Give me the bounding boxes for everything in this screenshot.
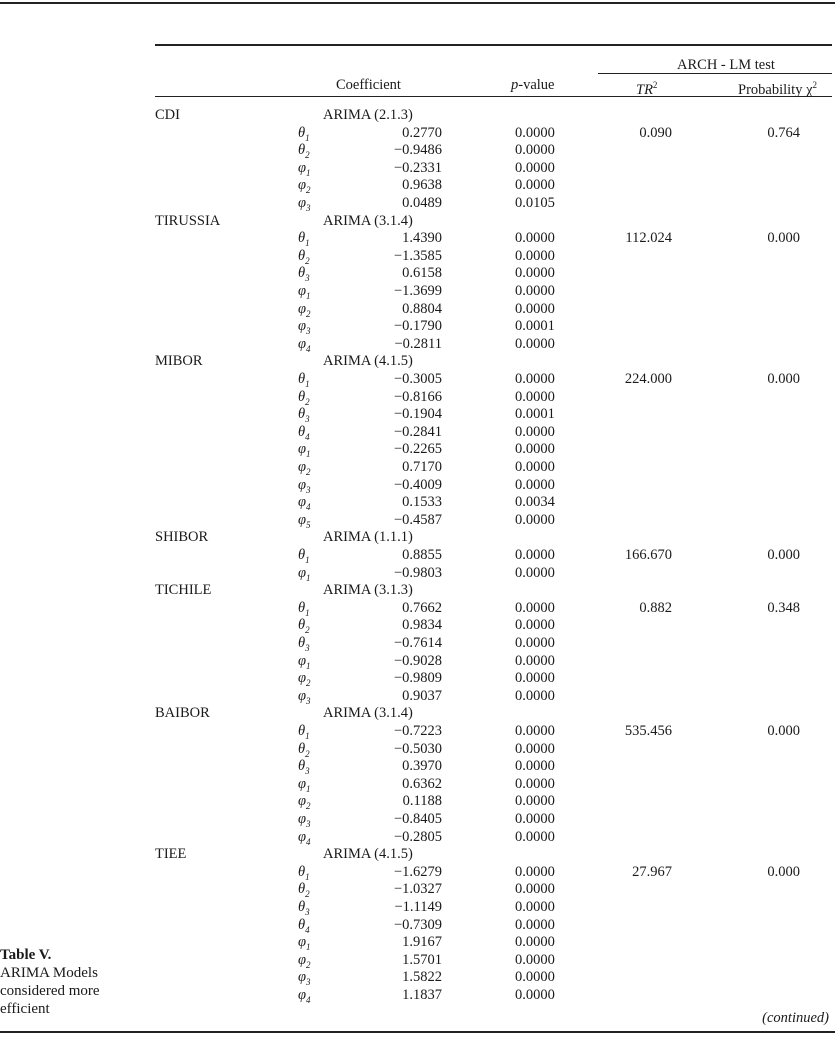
- parameter-index: 1: [305, 132, 310, 143]
- p-value: 0.0000: [515, 828, 555, 845]
- p-value: 0.0000: [515, 723, 555, 739]
- parameter-index: 3: [306, 484, 311, 495]
- p-value: 0.0000: [515, 476, 555, 493]
- coefficient-value: 0.8855: [402, 547, 442, 563]
- coefficient-value: 1.9167: [402, 934, 442, 951]
- coefficient-value: 0.1188: [402, 793, 442, 810]
- parameter-letter: φ: [298, 828, 307, 845]
- coefficient-value: −0.2811: [394, 335, 442, 352]
- caption-line-2: considered more: [0, 983, 100, 999]
- parameter-index: 2: [305, 625, 310, 636]
- parameter-letter: φ: [298, 318, 307, 335]
- parameter-index: 1: [306, 572, 311, 583]
- coefficient-value: −0.9803: [393, 564, 442, 581]
- bottom-page-rule: [0, 1031, 835, 1033]
- p-value: 0.0000: [515, 811, 555, 827]
- p-value: 0.0000: [515, 951, 555, 968]
- coefficient-value: 1.1837: [402, 987, 442, 1003]
- p-value: 0.0000: [515, 159, 555, 176]
- p-value: 0.0000: [515, 670, 555, 687]
- parameter-letter: φ: [298, 476, 307, 493]
- coefficient-value: −0.1790: [393, 318, 442, 335]
- coefficient-value: 1.5822: [402, 969, 442, 986]
- p-value: 0.0000: [515, 775, 555, 792]
- tr2-value: 0.090: [639, 124, 672, 141]
- parameter-letter: φ: [298, 441, 307, 458]
- probability-value: 0.000: [767, 371, 800, 387]
- coefficient-value: 0.8804: [402, 300, 442, 317]
- coefficient-value: −0.9028: [393, 652, 442, 669]
- parameter-letter: φ: [298, 793, 307, 810]
- p-value: 0.0000: [515, 934, 555, 951]
- parameter-letter: θ: [298, 230, 306, 247]
- parameter-letter: θ: [298, 723, 306, 739]
- parameter-letter: θ: [298, 388, 306, 405]
- parameter-index: 2: [305, 255, 310, 266]
- parameter-letter: φ: [298, 159, 307, 176]
- p-value: 0.0000: [515, 599, 555, 616]
- parameter-letter: θ: [298, 247, 306, 264]
- parameter-letter: φ: [298, 459, 307, 475]
- continued-note: (continued): [762, 1010, 829, 1026]
- parameter-index: 2: [305, 889, 310, 900]
- parameter-index: 2: [306, 185, 311, 196]
- probability-value: 0.000: [767, 230, 800, 247]
- parameter-index: 1: [305, 607, 310, 618]
- p-value: 0.0000: [515, 987, 555, 1003]
- p-value: 0.0000: [515, 124, 555, 141]
- coefficient-value: −1.0327: [393, 881, 442, 898]
- parameter-index: 2: [306, 308, 311, 319]
- parameter-index: 2: [306, 678, 311, 689]
- coefficient-value: −1.3699: [393, 283, 442, 299]
- model-spec: ARIMA (2.1.3): [323, 107, 413, 123]
- parameter-index: 4: [306, 836, 311, 847]
- coefficient-value: −0.8166: [393, 388, 442, 405]
- header-p-value-text: -value: [518, 77, 555, 93]
- parameter-letter: θ: [298, 423, 306, 440]
- parameter-symbol: [298, 194, 311, 217]
- parameter-index: 3: [306, 202, 311, 213]
- parameter-index: 4: [306, 343, 311, 354]
- group-name: MIBOR: [155, 353, 203, 370]
- parameter-symbol: [298, 511, 311, 534]
- model-spec: ARIMA (4.1.5): [323, 846, 413, 863]
- parameter-index: 1: [305, 871, 310, 882]
- coefficient-value: −1.1149: [394, 899, 442, 915]
- parameter-index: 2: [305, 150, 310, 161]
- parameter-index: 3: [306, 695, 311, 706]
- parameter-index: 2: [305, 748, 310, 759]
- parameter-index: 1: [305, 554, 310, 565]
- p-value: 0.0000: [515, 863, 555, 880]
- coefficient-value: −0.5030: [393, 740, 442, 757]
- p-value: 0.0000: [515, 564, 555, 581]
- parameter-letter: φ: [298, 811, 307, 827]
- coefficient-value: −0.7309: [393, 916, 442, 933]
- coefficient-value: −0.7614: [393, 635, 442, 651]
- model-spec: ARIMA (1.1.1): [323, 529, 413, 546]
- table-top-rule: [155, 44, 832, 46]
- parameter-index: 4: [306, 502, 311, 513]
- p-value: 0.0000: [515, 283, 555, 299]
- parameter-letter: φ: [298, 283, 307, 299]
- p-value: 0.0000: [515, 969, 555, 986]
- parameter-letter: θ: [298, 265, 306, 282]
- header-arch-lm-test: ARCH - LM test: [677, 57, 775, 73]
- coefficient-value: 0.9037: [402, 687, 442, 704]
- probability-value: 0.348: [767, 599, 800, 616]
- p-value: 0.0000: [515, 916, 555, 933]
- caption-label: Table V.: [0, 947, 52, 963]
- parameter-index: 1: [306, 167, 311, 178]
- header-tr-sup: 2: [652, 80, 658, 90]
- coefficient-value: 0.7170: [402, 459, 442, 475]
- parameter-letter: φ: [298, 335, 307, 352]
- coefficient-value: −0.7223: [393, 723, 442, 739]
- parameter-letter: φ: [298, 511, 307, 528]
- group-name: BAIBOR: [155, 705, 210, 722]
- group-name: TICHILE: [155, 582, 212, 599]
- caption-line-3: efficient: [0, 1001, 50, 1017]
- coefficient-value: 0.0489: [402, 195, 442, 211]
- header-probability-sup: 2: [812, 80, 818, 90]
- parameter-symbol: [298, 335, 311, 358]
- parameter-index: 3: [306, 818, 311, 829]
- p-value: 0.0000: [515, 617, 555, 634]
- header-p-letter: p: [511, 77, 519, 93]
- parameter-index: 4: [305, 924, 310, 935]
- p-value: 0.0000: [515, 652, 555, 669]
- model-spec: ARIMA (3.1.3): [323, 582, 413, 599]
- coefficient-value: −0.1904: [393, 406, 442, 423]
- parameter-letter: θ: [298, 371, 306, 387]
- parameter-index: 1: [306, 783, 311, 794]
- coefficient-value: −1.6279: [393, 863, 442, 880]
- coefficient-value: 0.2770: [402, 124, 442, 141]
- caption-line-1: ARIMA Models: [0, 965, 98, 981]
- parameter-letter: θ: [298, 740, 306, 757]
- parameter-index: 1: [306, 290, 311, 301]
- group-name: TIEE: [155, 846, 187, 863]
- p-value: 0.0000: [515, 687, 555, 704]
- coefficient-value: −0.8405: [393, 811, 442, 827]
- p-value: 0.0000: [515, 459, 555, 475]
- parameter-letter: θ: [298, 142, 306, 159]
- header-coefficient: Coefficient: [336, 77, 401, 93]
- parameter-index: 3: [305, 414, 310, 425]
- tr2-value: 224.000: [624, 371, 672, 387]
- p-value: 0.0000: [515, 247, 555, 264]
- p-value: 0.0000: [515, 388, 555, 405]
- parameter-letter: θ: [298, 406, 306, 423]
- p-value: 0.0000: [515, 547, 555, 563]
- p-value: 0.0000: [515, 265, 555, 282]
- tr2-value: 535.456: [624, 723, 672, 739]
- p-value: 0.0000: [515, 423, 555, 440]
- coefficient-value: −0.2331: [393, 159, 442, 176]
- coefficient-value: 1.4390: [402, 230, 442, 247]
- p-value: 0.0000: [515, 635, 555, 651]
- tr2-value: 27.967: [632, 863, 672, 880]
- parameter-index: 1: [306, 942, 311, 953]
- parameter-letter: φ: [298, 494, 307, 511]
- p-value: 0.0000: [515, 142, 555, 159]
- coefficient-value: −0.4009: [393, 476, 442, 493]
- parameter-letter: φ: [298, 670, 307, 687]
- probability-value: 0.000: [767, 723, 800, 739]
- parameter-letter: θ: [298, 881, 306, 898]
- tr2-value: 112.024: [625, 230, 672, 247]
- parameter-index: 3: [305, 766, 310, 777]
- top-page-rule: [0, 2, 835, 4]
- parameter-index: 1: [305, 378, 310, 389]
- parameter-index: 3: [306, 326, 311, 337]
- parameter-symbol: [298, 828, 311, 851]
- coefficient-value: 0.6362: [402, 775, 442, 792]
- header-bottom-rule: [155, 96, 832, 97]
- parameter-letter: φ: [298, 652, 307, 669]
- parameter-index: 1: [306, 660, 311, 671]
- parameter-index: 2: [306, 466, 311, 477]
- group-name: CDI: [155, 107, 180, 123]
- parameter-letter: φ: [298, 195, 307, 211]
- probability-value: 0.764: [767, 124, 800, 141]
- parameter-letter: θ: [298, 635, 306, 651]
- parameter-letter: φ: [298, 687, 307, 704]
- parameter-index: 4: [305, 431, 310, 442]
- p-value: 0.0000: [515, 335, 555, 352]
- header-probability-text: Probability χ: [738, 81, 813, 98]
- model-spec: ARIMA (4.1.5): [323, 353, 413, 370]
- p-value: 0.0000: [515, 793, 555, 810]
- parameter-letter: φ: [298, 987, 307, 1003]
- coefficient-value: 1.5701: [402, 951, 442, 968]
- parameter-letter: θ: [298, 599, 306, 616]
- group-name: TIRUSSIA: [155, 212, 221, 229]
- coefficient-value: −0.9809: [393, 670, 442, 687]
- coefficient-value: −1.3585: [393, 247, 442, 264]
- parameter-symbol: [298, 687, 311, 710]
- p-value: 0.0001: [515, 406, 555, 423]
- parameter-index: 5: [306, 519, 311, 530]
- probability-value: 0.000: [767, 863, 800, 880]
- parameter-letter: φ: [298, 564, 307, 581]
- table-caption: [0, 946, 100, 1018]
- parameter-index: 3: [305, 273, 310, 284]
- coefficient-value: −0.2265: [393, 441, 442, 458]
- parameter-letter: θ: [298, 916, 306, 933]
- tr2-value: 166.670: [624, 547, 672, 563]
- parameter-letter: φ: [298, 969, 307, 986]
- parameter-index: 1: [305, 238, 310, 249]
- parameter-letter: θ: [298, 547, 306, 563]
- header-p-value: [511, 76, 554, 94]
- parameter-index: 1: [306, 449, 311, 460]
- p-value: 0.0000: [515, 758, 555, 775]
- model-spec: ARIMA (3.1.4): [323, 212, 413, 229]
- p-value: 0.0105: [515, 195, 555, 211]
- parameter-index: 2: [305, 396, 310, 407]
- coefficient-value: 0.7662: [402, 599, 442, 616]
- header-tr-text: TR: [636, 81, 653, 98]
- coefficient-value: 0.3970: [402, 758, 442, 775]
- probability-value: 0.000: [767, 547, 800, 563]
- parameter-letter: φ: [298, 177, 307, 194]
- parameter-letter: θ: [298, 758, 306, 775]
- coefficient-value: −0.9486: [393, 142, 442, 159]
- p-value: 0.0000: [515, 300, 555, 317]
- coefficient-value: 0.9834: [402, 617, 442, 634]
- parameter-letter: θ: [298, 124, 306, 141]
- parameter-index: 3: [305, 642, 310, 653]
- coefficient-value: −0.2805: [393, 828, 442, 845]
- header-tr2: [636, 76, 657, 99]
- parameter-letter: φ: [298, 934, 307, 951]
- p-value: 0.0000: [515, 740, 555, 757]
- model-spec: ARIMA (3.1.4): [323, 705, 413, 722]
- parameter-letter: θ: [298, 863, 306, 880]
- p-value: 0.0034: [515, 494, 555, 511]
- p-value: 0.0000: [515, 230, 555, 247]
- parameter-symbol: [298, 564, 311, 587]
- p-value: 0.0000: [515, 511, 555, 528]
- parameter-letter: φ: [298, 300, 307, 317]
- coefficient-value: 0.1533: [402, 494, 442, 511]
- parameter-index: 3: [306, 977, 311, 988]
- p-value: 0.0000: [515, 881, 555, 898]
- p-value: 0.0000: [515, 371, 555, 387]
- parameter-index: 2: [306, 959, 311, 970]
- p-value: 0.0000: [515, 899, 555, 915]
- parameter-index: 4: [306, 994, 311, 1005]
- parameter-letter: θ: [298, 899, 306, 915]
- coefficient-value: −0.2841: [393, 423, 442, 440]
- coefficient-value: 0.6158: [402, 265, 442, 282]
- parameter-index: 1: [305, 730, 310, 741]
- parameter-symbol: [298, 986, 311, 1009]
- header-probability: [738, 76, 817, 99]
- group-name: SHIBOR: [155, 529, 209, 546]
- p-value: 0.0001: [515, 318, 555, 335]
- tr2-value: 0.882: [639, 599, 672, 616]
- coefficient-value: −0.4587: [393, 511, 442, 528]
- parameter-index: 2: [306, 801, 311, 812]
- parameter-letter: θ: [298, 617, 306, 634]
- parameter-letter: φ: [298, 775, 307, 792]
- parameter-index: 3: [305, 906, 310, 917]
- p-value: 0.0000: [515, 441, 555, 458]
- coefficient-value: −0.3005: [393, 371, 442, 387]
- parameter-letter: φ: [298, 951, 307, 968]
- coefficient-value: 0.9638: [402, 177, 442, 194]
- p-value: 0.0000: [515, 177, 555, 194]
